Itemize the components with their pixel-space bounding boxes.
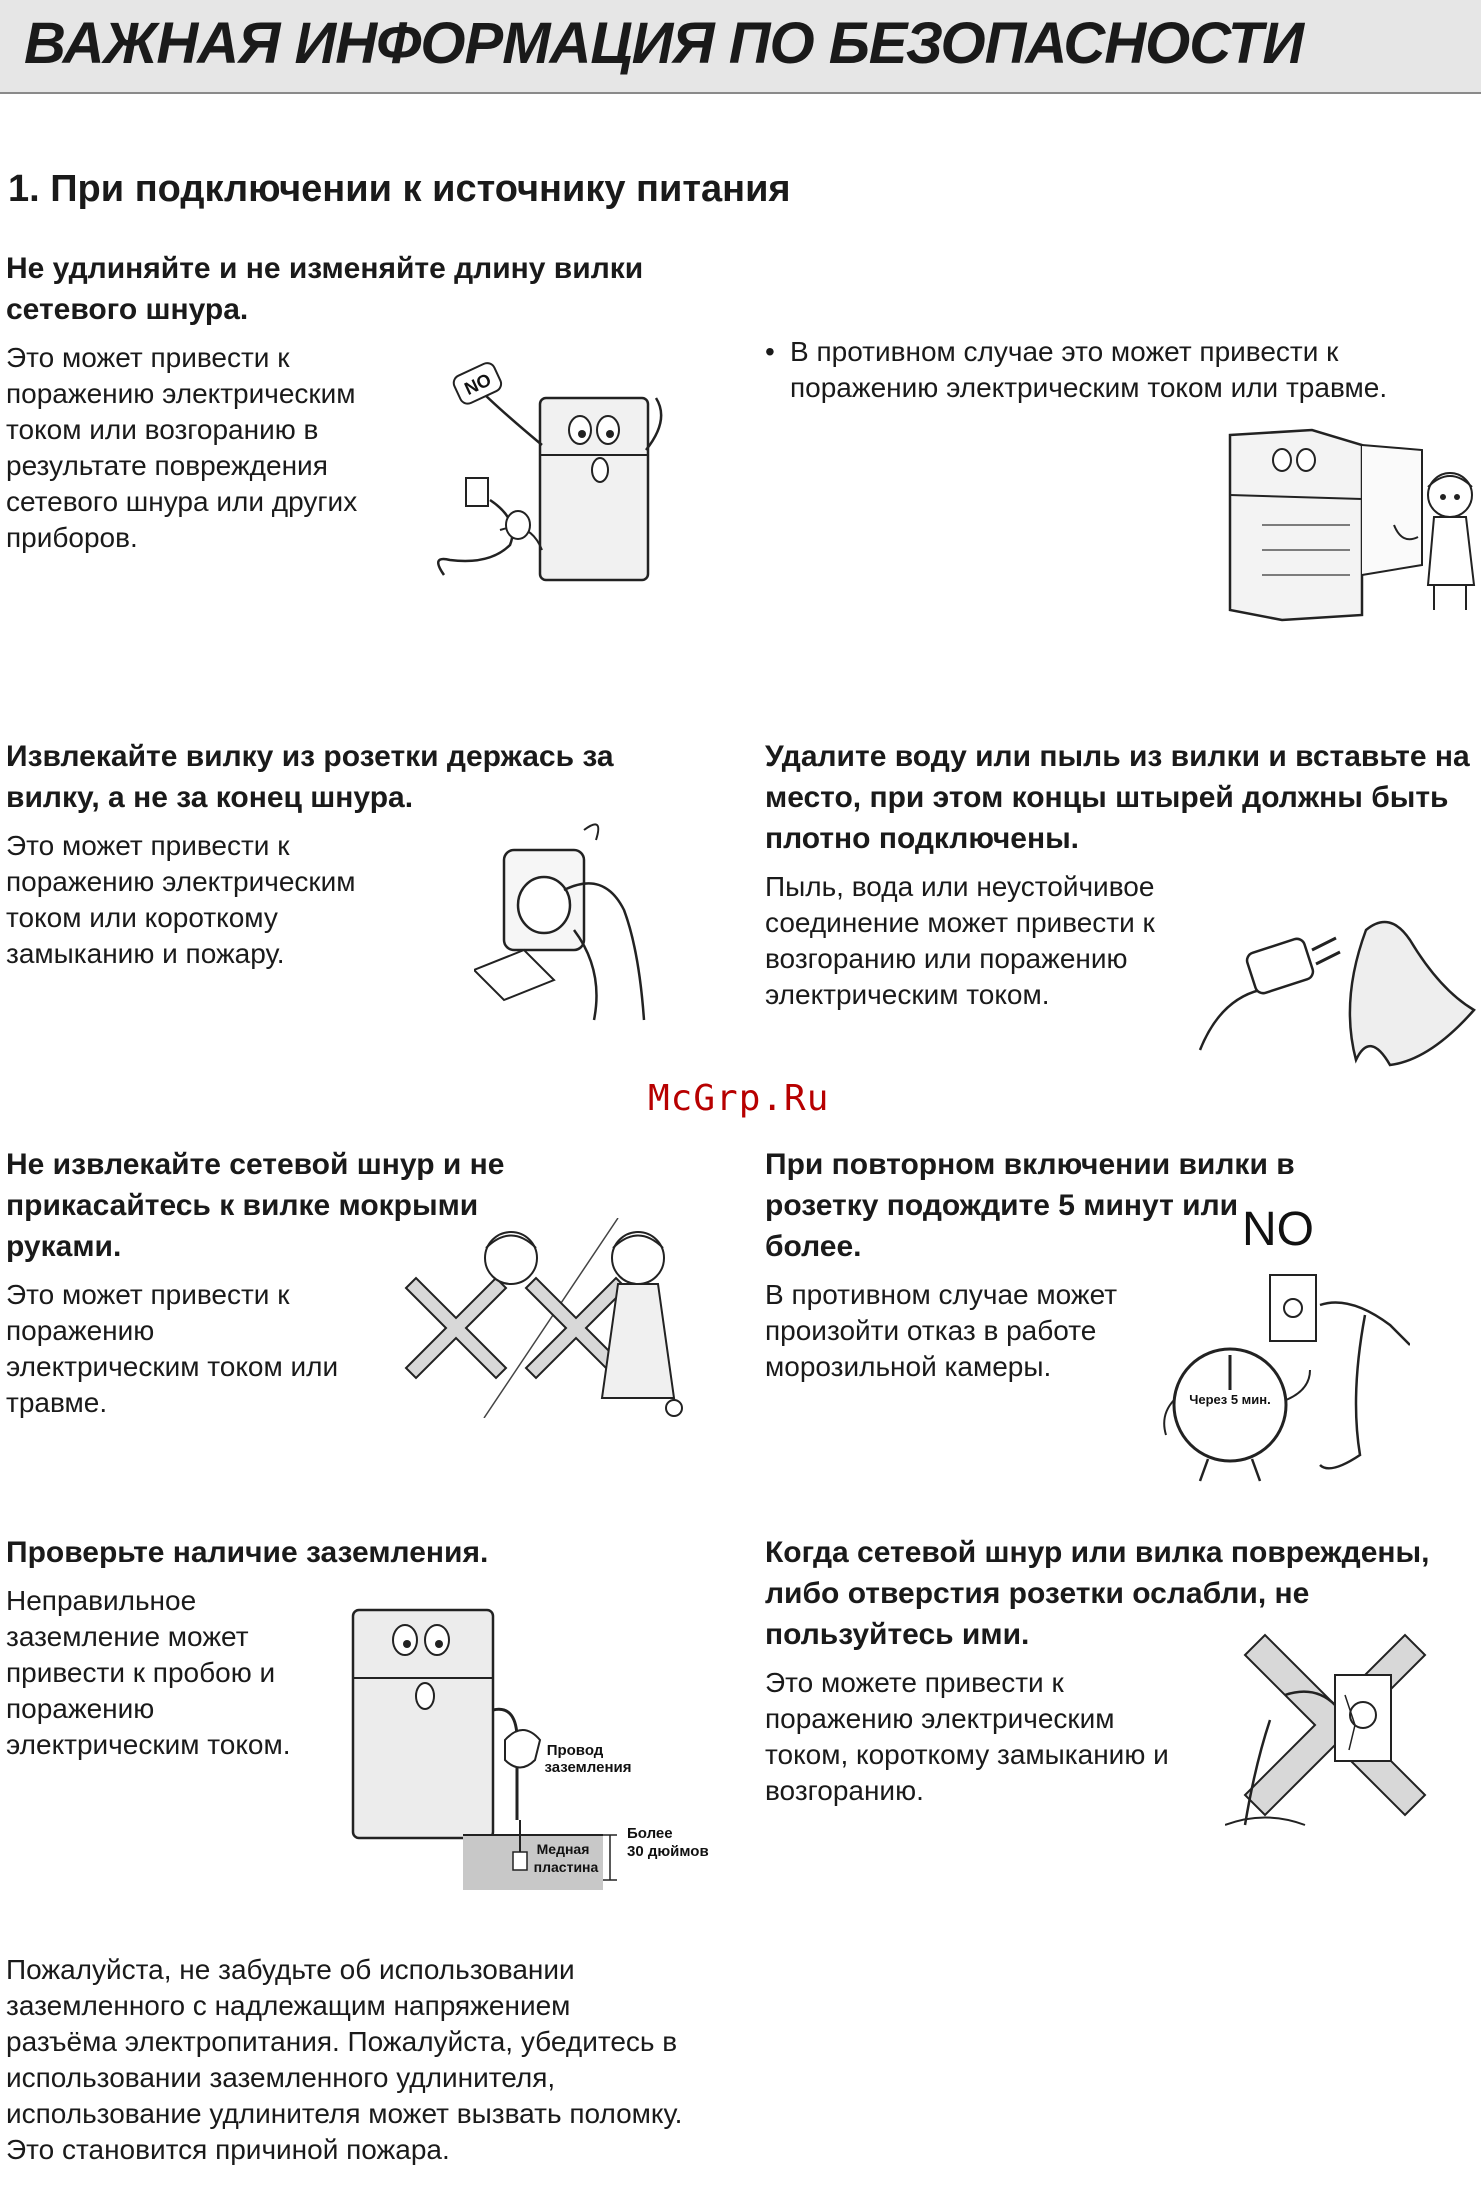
wet-hands-illustration [396, 1218, 706, 1418]
warning-body: В противном случае это может привести к поражению электрическим током или травме. [790, 336, 1388, 403]
warning-heading: Проверьте наличие заземления. [6, 1536, 489, 1569]
warning-heading: При повторном включении вилки в розетку подождите 5 минут или более. [765, 1148, 1295, 1263]
warning-block-child [765, 334, 1465, 406]
child-fridge-illustration [1222, 425, 1480, 625]
section-title: 1. При подключении к источнику питания [8, 168, 791, 210]
warning-heading: Удалите воду или пыль из вилки и вставьте на место, при этом концы штырей должны быть плотно подключены. [765, 740, 1470, 855]
copper-plate-label-2: пластина [533, 1859, 599, 1875]
closing-note: Пожалуйста, не забудьте об использовании заземленного с надлежащим напряжением разъёма электропитания. Пожалуйста, убедитесь в использовании заземленного удлинителя, использование удлинителя может вызвать поломку. Это становится причиной пожара. [6, 1954, 683, 2165]
depth-label-2: 30 дюймов [627, 1843, 709, 1860]
warning-body: Это может привести к поражению электрическим током или возгоранию в результате повреждения сетевого шнура или других приборов. [6, 342, 358, 553]
warning-heading: Когда сетевой шнур или вилка повреждены, либо отверстия розетки ослабли, не пользуйтесь ими. [765, 1536, 1430, 1651]
warning-body: Пыль, вода или неустойчивое соединение может привести к возгоранию или поражению электрическим током. [765, 871, 1155, 1010]
warning-body: Это может привести к поражению электрическим током или короткому замыканию и пожару. [6, 830, 356, 969]
header-banner [0, 0, 1481, 94]
warning-body: В противном случае может произойти отказ в работе морозильной камеры. [765, 1279, 1118, 1382]
wait-clock-illustration [1160, 1195, 1410, 1485]
no-sign-text: NO [461, 369, 495, 400]
fridge-no-cord-illustration [430, 350, 670, 590]
page-title: ВАЖНАЯ ИНФОРМАЦИЯ ПО БЕЗОПАСНОСТИ [24, 11, 1304, 76]
copper-plate-label-1: Медная [536, 1841, 590, 1857]
ground-wire-label-2: заземления [544, 1759, 632, 1776]
clock-label: Через 5 мин. [1189, 1392, 1271, 1407]
grounding-diagram [345, 1600, 725, 1890]
warning-body: Это может привести к поражению электрическим током или травме. [6, 1279, 339, 1418]
warning-heading: Не извлекайте сетевой шнур и не прикасайтесь к вилке мокрыми руками. [6, 1148, 505, 1263]
warning-body: Это можете привести к поражению электрическим током, короткому замыканию и возгоранию. [765, 1667, 1169, 1806]
warning-heading: Не удлиняйте и не изменяйте длину вилки сетевого шнура. [6, 252, 644, 326]
bullet: • [765, 336, 775, 367]
plug-cloth-illustration [1190, 910, 1480, 1070]
no-label: NO [1242, 1203, 1314, 1256]
warning-heading: Извлекайте вилку из розетки держась за вилку, а не за конец шнура. [6, 740, 614, 814]
unplug-hand-illustration [474, 810, 654, 1030]
depth-label-1: Более [627, 1825, 673, 1842]
warning-body: Неправильное заземление может привести к пробою и поражению электрическим током. [6, 1585, 291, 1760]
ground-wire-label-1: Провод [546, 1742, 604, 1759]
watermark: McGrp.Ru [648, 1078, 830, 1119]
damaged-outlet-illustration [1225, 1625, 1445, 1830]
